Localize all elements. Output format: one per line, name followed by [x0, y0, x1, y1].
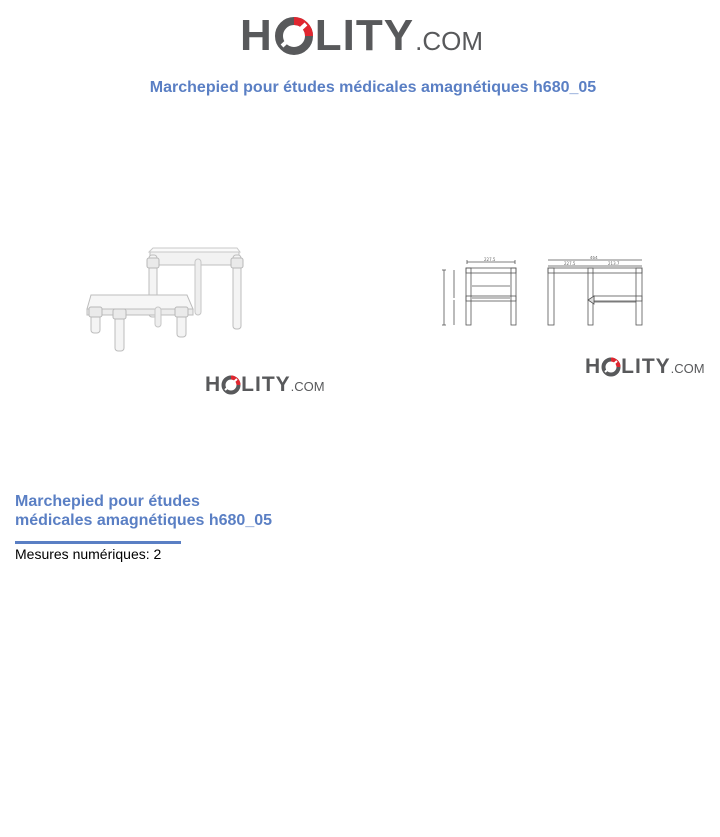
logo-letter-h: H — [205, 373, 222, 396]
logo-letter-h: H — [240, 11, 273, 60]
logo-letters-lity: LITY — [241, 373, 291, 396]
logo-letters-lity: LITY — [621, 355, 671, 378]
product-title-line-1: Marchepied pour études — [15, 493, 200, 510]
logo-letter-h: H — [585, 355, 602, 378]
svg-text:464: 464 — [590, 256, 598, 260]
holity-o-mark-icon — [601, 357, 621, 377]
holity-o-mark-icon — [274, 16, 314, 56]
logo-tld: .COM — [290, 379, 325, 394]
image-watermark-logo — [585, 356, 705, 377]
svg-text:227.5: 227.5 — [484, 257, 496, 262]
logo-tld: .COM — [415, 26, 483, 56]
svg-text:213.7: 213.7 — [608, 261, 620, 266]
product-section-title — [15, 492, 315, 530]
holity-logo[interactable] — [240, 11, 483, 60]
svg-text:227.5: 227.5 — [564, 261, 576, 266]
page-title: Marchepied pour études médicales amagnétiques h680_05 — [149, 79, 597, 96]
logo-tld: .COM — [670, 361, 705, 376]
holity-o-mark-icon — [221, 375, 241, 395]
product-title-line-2: médicales amagnétiques h680_05 — [15, 512, 273, 529]
dimension-drawing[interactable] — [436, 256, 648, 330]
section-divider — [15, 541, 181, 544]
image-watermark-logo — [205, 374, 325, 395]
step-stool-photo[interactable] — [85, 245, 245, 357]
measures-count: Mesures numériques: 2 — [15, 546, 162, 562]
logo-letters-lity: LITY — [314, 11, 415, 60]
